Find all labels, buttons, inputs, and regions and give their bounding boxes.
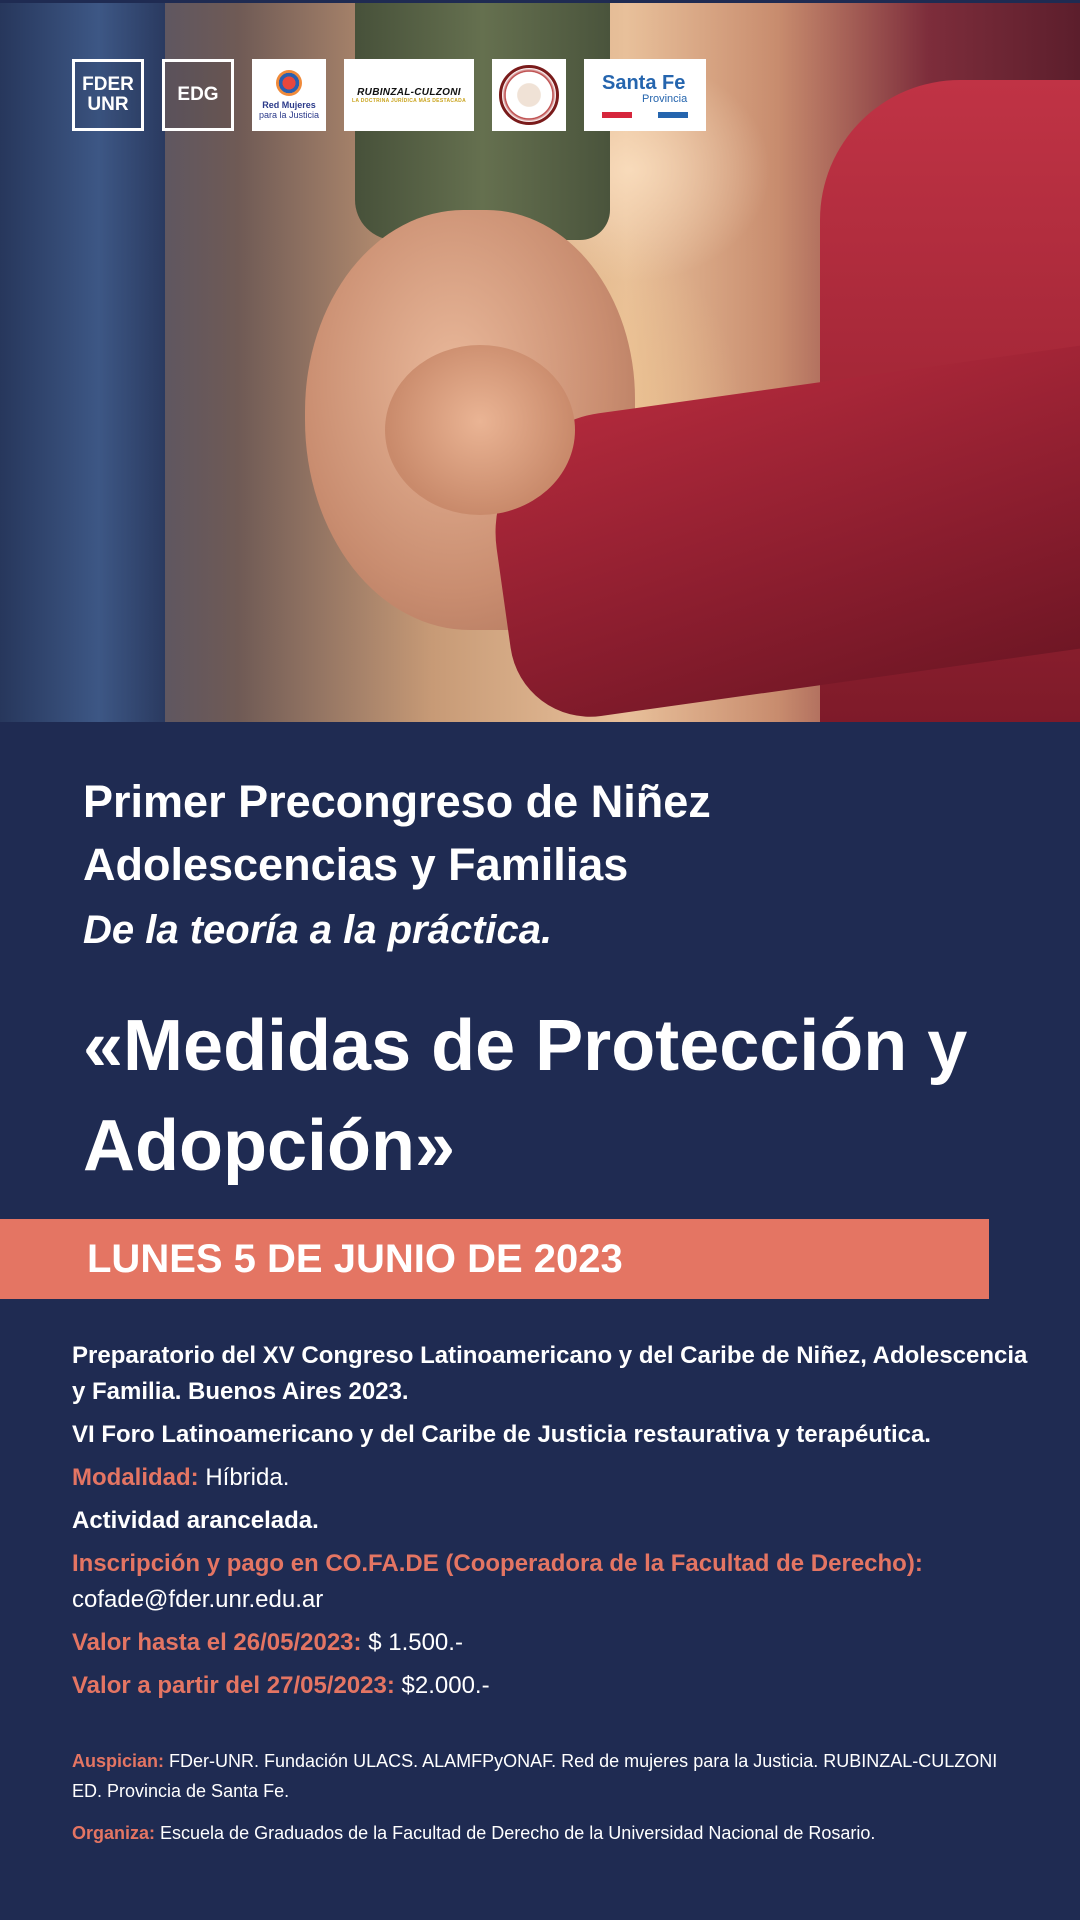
event-headline: «Medidas de Protección y Adopción» [83,1006,968,1186]
fder-logo-line2: UNR [87,94,129,115]
event-details [72,1338,1032,1711]
footer-credits [72,1746,1032,1860]
details-price-late [72,1668,1032,1704]
modality-label: Modalidad: [72,1464,199,1491]
rubinzal-culzoni-logo [344,59,474,131]
red-mujeres-logo [252,59,326,131]
details-forum: VI Foro Latinoamericano y del Caribe de Justicia restaurativa y terapéutica. [72,1421,931,1448]
organizer-label: Organiza: [72,1823,156,1843]
fder-unr-logo [72,59,144,131]
details-modality [72,1460,1032,1496]
event-subtitle: De la teoría a la práctica. [83,908,553,952]
rubinzal-logo-text: RUBINZAL-CULZONI [357,86,461,98]
fder-logo-line1: FDER [82,74,134,95]
price-late-value: $2.000.- [394,1672,490,1699]
red-mujeres-icon [276,70,302,96]
sponsors-label: Auspician: [72,1751,165,1771]
seal-icon [499,65,559,125]
hero-child-hand [385,345,575,515]
organizer-text: Escuela de Graduados de la Facultad de Derecho de la Universidad Nacional de Rosario. [155,1823,876,1843]
date-banner [0,1219,989,1299]
price-early-label: Valor hasta el 26/05/2023: [72,1629,362,1656]
sponsor-logos [72,58,706,132]
santa-fe-logo-sub: Provincia [642,92,688,105]
latin-america-seal-logo [492,59,566,131]
red-mujeres-line2: para la Justicia [258,110,320,120]
rubinzal-logo-sub: LA DOCTRINA JURÍDICA MÁS DESTACADA [352,97,466,104]
event-title: Primer Precongreso de Niñez Adolescencias y Familias [83,776,711,890]
registration-label: Inscripción y pago en CO.FA.DE (Cooperadora de la Facultad de Derecho): [72,1550,923,1577]
details-price-early [72,1625,1032,1661]
footer-sponsors [72,1746,1032,1806]
price-late-label: Valor a partir del 27/05/2023: [72,1672,395,1699]
edg-logo-text: EDG [177,84,219,105]
edg-logo [162,59,234,131]
event-date: LUNES 5 DE JUNIO DE 2023 [87,1237,623,1281]
hero-photo [0,0,1080,722]
santa-fe-logo [584,59,706,131]
registration-email[interactable]: cofade@fder.unr.edu.ar [72,1586,324,1613]
top-edge [0,0,1080,3]
details-registration [72,1546,1032,1618]
santa-fe-logo-text: Santa Fe [602,71,686,94]
modality-value: Híbrida. [198,1464,290,1491]
details-preparatory: Preparatorio del XV Congreso Latinoamericano y del Caribe de Niñez, Adolescencia y Familia. Buenos Aires 2023. [72,1342,1028,1405]
sponsors-text: FDer-UNR. Fundación ULACS. ALAMFPyONAF. Red de mujeres para la Justicia. RUBINZAL-CULZONI ED. Provincia de Santa Fe. [72,1751,998,1801]
santa-fe-flag-bars [602,112,688,118]
price-early-value: $ 1.500.- [361,1629,463,1656]
footer-organizer [72,1818,1032,1848]
red-mujeres-line1: Red Mujeres [262,100,316,110]
details-fee-note: Actividad arancelada. [72,1507,319,1534]
